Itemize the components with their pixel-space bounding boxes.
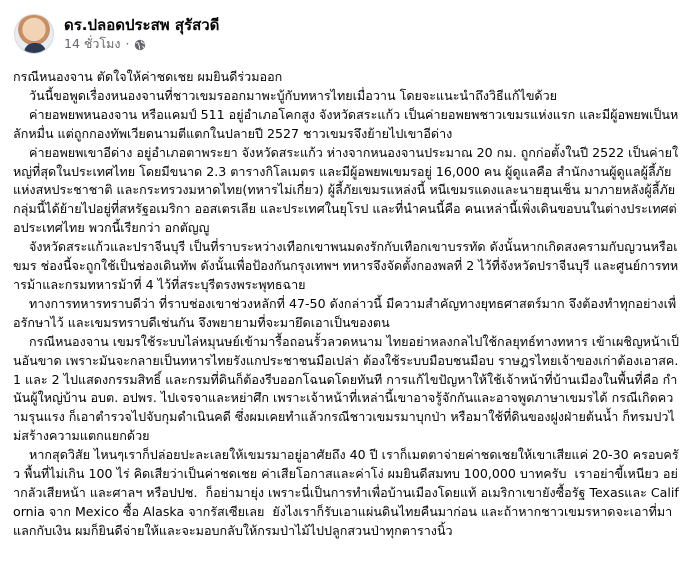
separator-dot: · — [125, 36, 130, 51]
post-paragraph: กรณีหนองจาน ตัดใจให้ค่าชดเชย ผมยินดีร่วมออก — [13, 69, 283, 84]
post-paragraph: กรณีหนองจาน เขมรใช้ระบบไล่หมุนษย์เข้ามารื้อถอนรั้วลวดหนาม ไทยอย่าหลงกลไปใช้กลยุทธ์ทางทหาร เข้าเผชิญหน้าเป็นอันขาด เพราะมันจะกลายเป็นทหารไทยรังแกประชาชนมือเปล่า ต้องใช้ระบบมือบชนมือบ ราษฎรไทยเจ้าของเก่าต้องเอาสค.1 และ 2 ไปแสดงกรรมสิทธิ์ และกรมที่ดินก็ต้องรีบออกโฉนดโดยทันที การแก้ไขปัญหาให้ใช้เจ้าหน้าที่บ้านเมืองในพื้นที่คือ กำนันผู้ใหญ่บ้าน อบต. อปพร. ไปเจรจาและหย่าศึก เพราะเจ้าหน้าที่เหล่านี้เขาอาจรู้จักกันและอาจพูดภาษาเขมรได้ กรณีเกิดความรุนแรง ก็เอาตำรวจไปจับกุมดำเนินคดี ซึ่งผมเคยทำแล้วกรณีชาวเขมรมาบุกป่า หรือมาใช้ที่ดินของฝูงฝ่ายต้นน้ำ ก็ทรมปวไม่สร้างความแตกแยกด้วย — [13, 333, 679, 444]
post-paragraph: หากสุดวิสัย ไหนๆเราก็ปล่อยปะละเลยให้เขมรมาอยู่อาศัยถึง 40 ปี เราก็เมตตาจ่ายค่าชดเชยให้เขาเสียแค่ 20-30 ครอบครัว พื้นที่ไม่เกิน 100 ไร่ คิดเสียว่าเป็นค่าชดเชย ค่าเสียโอกาสและค่าโง่ ผมยินดีสมทบ 100,000 บาทครับ เราอย่าขี้เหนียว อย่ากลัวเสียหน้า และศาลฯ หรือปปช. ก็อย่ามายุ่ง เพราะนี่เป็นการทำเพื่อบ้านเมืองโดยแท้ อเมริกาเขายังซื้อรัฐ Texasและ California จาก Mexico ซื้อ Alaska จากรัสเซียเลย ยังไงเราก็รับเอาแผ่นดินไทยคืนมาก่อน และถ้าหากชาวเขมรหาดจะเอาที่มาแลกกับเงิน ผมก็ยินดีจ่ายให้และจะมอบกลับให้กรมป่าไม้ไปปลูกสวนป่าทุกตารางนิ้ว — [13, 447, 679, 538]
globe-icon — [134, 38, 146, 50]
post-subline — [64, 35, 219, 53]
post-paragraph: ทางการทหารทราบดีว่า ที่ราบช่องเขาช่วงหลักที่ 47-50 ดังกล่าวนี้ มีความสำคัญทางยุทธศาสตร์มาก จึงต้องทำทุกอย่างเพื่อรักษาไว้ และเขมรทราบดีเช่นกัน จึงพยายามที่จะมายึดเอาเป็นของตน — [13, 295, 677, 330]
avatar[interactable] — [14, 14, 54, 54]
author-name[interactable]: ดร.ปลอดประสพ สุรัสวดี — [64, 16, 220, 34]
post-header — [14, 12, 219, 56]
post-paragraph: ค่ายอพยพหนองจาน หรือแคมป์ 511 อยู่อำเภอโคกสูง จังหวัดสระแก้ว เป็นค่ายอพยพชาวเขมรแห่งแรก และมีผู้อพยพเป็นหลักหมื่น แต่ถูกกองทัพเวียดนามตีแตกในปลายปี 2527 ชาวเขมรจึงย้ายไปเขาอีด่าง — [13, 106, 679, 141]
post-time[interactable]: 14 ชั่วโมง — [64, 36, 121, 51]
post-body — [13, 68, 679, 541]
post-paragraph: ค่ายอพยพเขาอีด่าง อยู่อำเภอตาพระยา จังหวัดสระแก้ว ห่างจากหนองจานประมาณ 20 กม. ถูกก่อตั้งในปี 2522 เป็นค่ายใหญ่ที่สุดในประเทศไทย โดยมีขนาด 2.3 ตารางกิโลเมตร และมีผู้อพยพเขมรอยู่ 16,000 คน ผู้ดูแลคือ สำนักงานผู้ดูแลผู้ลี้ภัยแห่งสหประชาชาติ และกระทรวงมหาดไทย(ทหารไม่เกี่ยว) ผู้ลี้ภัยเขมรแหล่งนี้ หนีเขมรแดงและนายฮุนเซ็น มาภายหลังผู้ลี้ภัยกลุ่มนี้ได้ย้ายไปอยู่ที่สหรัฐอเมริกา ออสเตรเลีย และประเทศในยุโรป และที่นำคนนี้คือ คนเหล่านี้เพิ่งเดินขอบนในต่างประเทศต่อประเทศไทย พวกนี้เรียกว่า อกตัญญู — [13, 144, 679, 236]
post-paragraph: จังหวัดสระแก้วและปราจีนบุรี เป็นที่ราบระหว่างเทือกเขาพนมดงรักกับเทือกเขาบรรทัด ดังนั้นหากเกิดสงครามกับญวนหรือเขมร ช่องนี้จะถูกใช้เป็นช่องเดินทัพ ดังนั้นเพื่อป้องกันกรุงเทพฯ ทหารจึงจัดตั้งกองพลที่ 2 ไว้ที่จังหวัดปราจีนบุรี และศูนย์การทหารม้าและกรมทหารม้าที่ 4 ไว้ที่สระบุรีตรงพระพุทธฉาย — [13, 239, 679, 292]
post-paragraph: วันนี้ขอพูดเรื่องหนองจานที่ชาวเขมรออกมาพะบู้กับทหารไทยเมื่อวาน โดยจะแนะนำถึงวิธีแก้ไขด้วย — [13, 87, 558, 103]
post-meta — [64, 15, 219, 53]
